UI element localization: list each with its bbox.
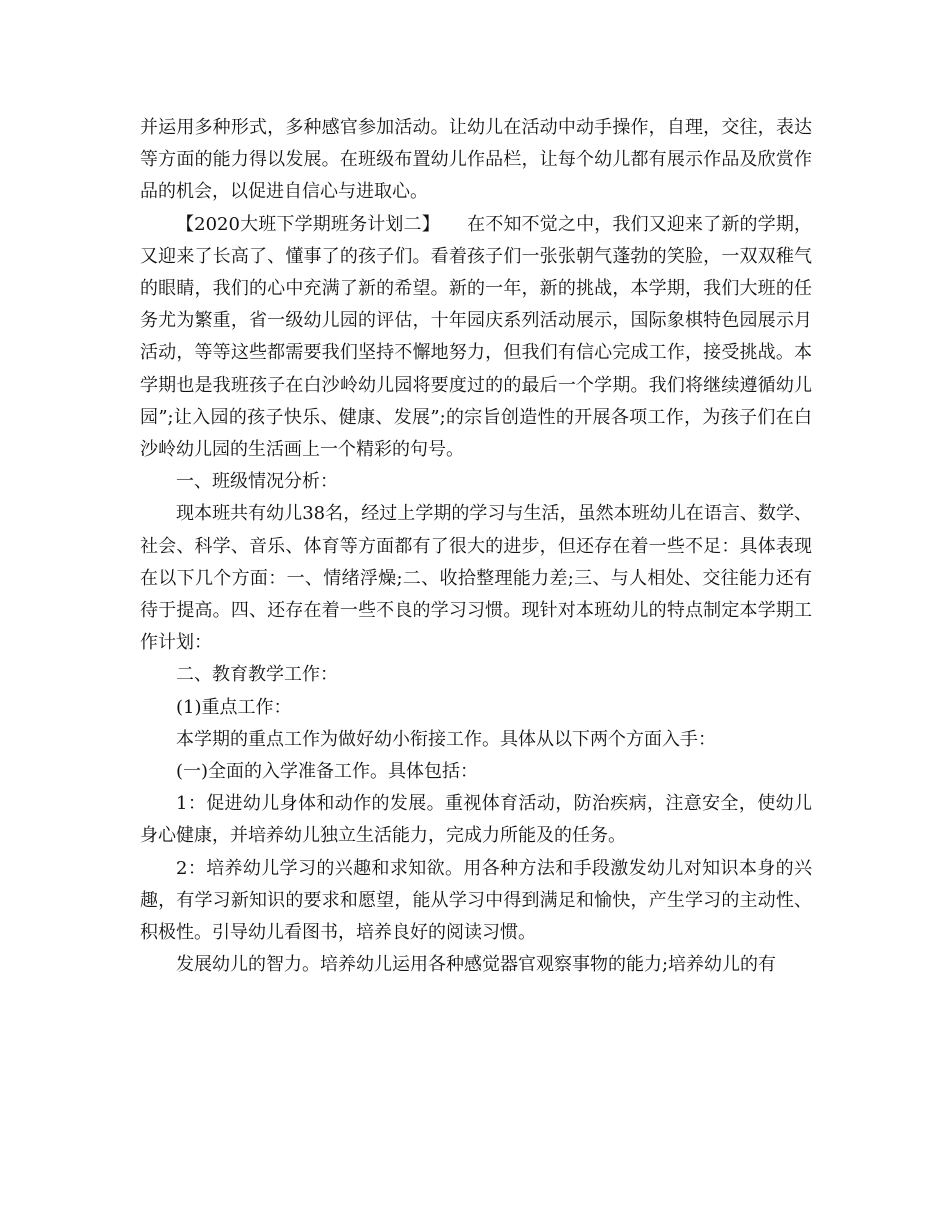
heading-class-analysis: 一、班级情况分析： — [176, 471, 338, 493]
paragraph-class-analysis: 现本班共有幼儿38名，经过上学期的学习与生活，虽然本班幼儿在语言、数学、社会、科学、音乐、体育等方面都有了很大的进步，但还存在着一些不足：具体表现在以下几个方面：一、情绪浮燥;二、收拾整理能力差;三、与人相处、交往能力还有待于提高。四、还存在着一些不良的学习习惯。现针对本班幼儿的特点制定本学期工作计划： — [140, 503, 812, 654]
list-item-2: 2：培养幼儿学习的兴趣和求知欲。用各种方法和手段激发幼儿对知识本身的兴趣，有学习新知识的要求和愿望，能从学习中得到满足和愉快，产生学习的主动性、积极性。引导幼儿看图书，培养良好的阅读习惯。 — [140, 857, 812, 944]
paragraph-continuation: 并运用多种形式，多种感官参加活动。让幼儿在活动中动手操作，自理，交往，表达等方面的能力得以发展。在班级布置幼儿作品栏，让每个幼儿都有展示作品及欣赏作品的机会，以促进自信心与进取心。 — [140, 117, 812, 203]
paragraph-plan-intro: 【2020大班下学期班务计划二】 在不知不觉之中，我们又迎来了新的学期，又迎来了长高了、懂事了的孩子们。看着孩子们一张张朝气蓬勃的笑脸，一双双稚气的眼睛，我们的心中充满了新的希望。新的一年，新的挑战，本学期，我们大班的任务尤为繁重，省一级幼儿园的评估，十年园庆系列活动展示，国际象棋特色园展示月活动，等等这些都需要我们坚持不懈地努力，但我们有信心完成工作，接受挑战。本学期也是我班孩子在白沙岭幼儿园将要度过的的最后一个学期。我们将继续遵循幼儿园”;让入园的孩子快乐、健康、发展”;的宗旨创造性的开展各项工作，为孩子们在白沙岭幼儿园的生活画上一个精彩的句号。 — [140, 213, 812, 461]
heading-key-work: (1)重点工作： — [176, 696, 292, 718]
heading-teaching-work: 二、教育教学工作： — [176, 664, 338, 686]
list-item-1: 1：促进幼儿身体和动作的发展。重视体育活动，防治疾病，注意安全，使幼儿身心健康，并培养幼儿独立生活能力，完成力所能及的任务。 — [140, 793, 812, 847]
paragraph-key-work: 本学期的重点工作为做好幼小衔接工作。具体从以下两个方面入手： — [176, 728, 716, 750]
heading-school-readiness: (一)全面的入学准备工作。具体包括： — [176, 761, 479, 783]
paragraph-intelligence: 发展幼儿的智力。培养幼儿运用各种感觉器官观察事物的能力;培养幼儿的有 — [176, 954, 777, 976]
document-body — [140, 112, 812, 981]
